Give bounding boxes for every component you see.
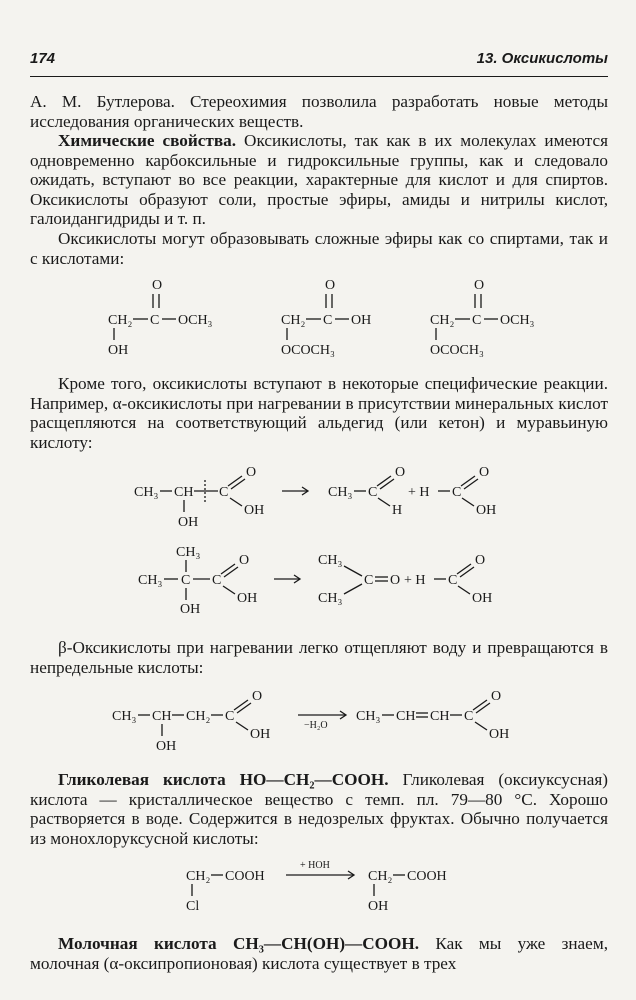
section-heading-glycolic-acid: Гликолевая кислота HO—CH₂—COOH. bbox=[58, 770, 389, 789]
svg-text:CH₂: CH₂ bbox=[430, 313, 455, 328]
svg-text:OH: OH bbox=[244, 503, 265, 518]
svg-text:O: O bbox=[325, 278, 336, 293]
svg-text:+ H: + H bbox=[408, 485, 430, 500]
svg-text:C: C bbox=[181, 573, 191, 588]
svg-text:O: O bbox=[395, 465, 406, 480]
svg-text:OCH₃: OCH₃ bbox=[500, 313, 535, 328]
paragraph-4: Кроме того, оксикислоты вступают в некоторые специфические реакции. Например, α-оксикислоты при нагревании в присутствии минеральных кислот расщепляются на соответствующий альдегид (или кетон) и муравьиную кислоту: bbox=[30, 374, 608, 452]
svg-text:CH₃: CH₃ bbox=[356, 709, 381, 724]
beta-hydroxy-dehydration bbox=[0, 682, 636, 757]
svg-text:OH: OH bbox=[250, 727, 271, 742]
svg-text:OH: OH bbox=[178, 515, 199, 530]
svg-text:O: O bbox=[475, 553, 486, 568]
svg-text:O: O bbox=[474, 278, 485, 293]
ester-formula-3 bbox=[430, 278, 535, 358]
svg-text:−H₂O: −H₂O bbox=[304, 720, 328, 731]
svg-text:OH: OH bbox=[237, 591, 258, 606]
paragraph-1: А. М. Бутлерова. Стереохимия позволила разработать новые методы исследования органических веществ. bbox=[30, 92, 608, 131]
paragraph-2 bbox=[30, 131, 608, 229]
svg-text:O: O bbox=[152, 278, 163, 293]
paragraph-6 bbox=[30, 770, 608, 848]
svg-text:OH: OH bbox=[108, 343, 129, 358]
svg-text:OCOCH₃: OCOCH₃ bbox=[430, 343, 484, 358]
page-header bbox=[30, 48, 608, 72]
alpha-hydroxy-reaction-1 bbox=[0, 458, 636, 533]
svg-text:CH: CH bbox=[396, 709, 416, 724]
svg-text:C: C bbox=[448, 573, 458, 588]
svg-text:H: H bbox=[392, 503, 403, 518]
paragraph-7-body: Как мы уже знаем, молочная (α-оксипропионовая) кислота существует в трех bbox=[30, 934, 608, 973]
svg-text:OCOCH₃: OCOCH₃ bbox=[281, 343, 335, 358]
paragraph-5: β-Оксикислоты при нагревании легко отщепляют воду и превращаются в непредельные кислоты: bbox=[30, 638, 608, 677]
svg-text:CH₃: CH₃ bbox=[134, 485, 159, 500]
svg-text:OH: OH bbox=[489, 727, 510, 742]
svg-text:OH: OH bbox=[368, 899, 389, 914]
svg-text:CH₂: CH₂ bbox=[368, 869, 393, 884]
svg-text:C: C bbox=[212, 573, 222, 588]
ester-formula-1 bbox=[108, 278, 213, 358]
svg-text:O: O bbox=[479, 465, 490, 480]
svg-text:C: C bbox=[150, 313, 160, 328]
svg-text:CH₃: CH₃ bbox=[328, 485, 353, 500]
svg-text:CH₃: CH₃ bbox=[176, 545, 201, 560]
svg-text:CH₂: CH₂ bbox=[281, 313, 306, 328]
svg-text:OH: OH bbox=[351, 313, 372, 328]
svg-text:CH₂: CH₂ bbox=[186, 709, 211, 724]
svg-text:C: C bbox=[452, 485, 462, 500]
svg-text:OH: OH bbox=[476, 503, 497, 518]
svg-text:OH: OH bbox=[156, 739, 177, 754]
alpha-hydroxy-reaction-2 bbox=[0, 538, 636, 617]
ester-formulas bbox=[0, 272, 636, 362]
svg-text:O: O bbox=[390, 573, 401, 588]
svg-text:CH: CH bbox=[430, 709, 450, 724]
paragraph-6-body: Гликолевая (оксиуксусная) кислота — кристаллическое вещество с темп. пл. 79—80 °С. Хорошо растворяется в воде. Содержится в недозрелых фруктах. Обычно получается из монохлоруксусной кислоты: bbox=[30, 770, 608, 848]
paragraph-7 bbox=[30, 934, 608, 973]
svg-text:CH₃: CH₃ bbox=[112, 709, 137, 724]
ester-formula-2 bbox=[281, 278, 371, 358]
paragraph-2-body: Оксикислоты, так как в их молекулах имеются одновременно карбоксильные и гидроксильные группы, как и следовало ожидать, вступают во все реакции, характерные для кислот и для спиртов. Оксикислоты образуют соли, простые эфиры, амиды и нитрилы кислот, галоидангидриды и т. п. bbox=[30, 131, 608, 228]
svg-text:C: C bbox=[368, 485, 378, 500]
svg-text:OCH₃: OCH₃ bbox=[178, 313, 213, 328]
svg-text:CH₂: CH₂ bbox=[108, 313, 133, 328]
svg-text:O: O bbox=[491, 689, 502, 704]
svg-text:+ HOH: + HOH bbox=[300, 860, 330, 871]
header-rule bbox=[30, 76, 608, 77]
svg-text:CH₃: CH₃ bbox=[318, 591, 343, 606]
section-heading-lactic-acid: Молочная кислота CH₃—CH(OH)—COOH. bbox=[58, 934, 420, 953]
paragraph-3: Оксикислоты могут образовывать сложные эфиры как со спиртами, так и с кислотами: bbox=[30, 229, 608, 268]
svg-text:CH₃: CH₃ bbox=[318, 553, 343, 568]
svg-text:CH: CH bbox=[152, 709, 172, 724]
svg-text:CH: CH bbox=[174, 485, 194, 500]
svg-text:O: O bbox=[246, 465, 257, 480]
svg-text:O: O bbox=[252, 689, 263, 704]
svg-text:C: C bbox=[323, 313, 333, 328]
svg-text:Cl: Cl bbox=[186, 899, 200, 914]
svg-text:+ H: + H bbox=[404, 573, 426, 588]
svg-text:C: C bbox=[219, 485, 229, 500]
svg-text:C: C bbox=[364, 573, 374, 588]
svg-text:COOH: COOH bbox=[225, 869, 265, 884]
svg-text:C: C bbox=[472, 313, 482, 328]
svg-text:C: C bbox=[225, 709, 235, 724]
glycolic-acid-synthesis bbox=[0, 856, 636, 921]
svg-text:O: O bbox=[239, 553, 250, 568]
svg-text:COOH: COOH bbox=[407, 869, 447, 884]
svg-text:C: C bbox=[464, 709, 474, 724]
page-number: 174 bbox=[30, 50, 56, 67]
chapter-title: 13. Оксикислоты bbox=[476, 50, 608, 67]
svg-text:OH: OH bbox=[472, 591, 493, 606]
svg-text:CH₂: CH₂ bbox=[186, 869, 211, 884]
svg-text:CH₃: CH₃ bbox=[138, 573, 163, 588]
section-heading-chemical-properties: Химические свойства. bbox=[58, 131, 237, 150]
svg-text:OH: OH bbox=[180, 602, 201, 617]
